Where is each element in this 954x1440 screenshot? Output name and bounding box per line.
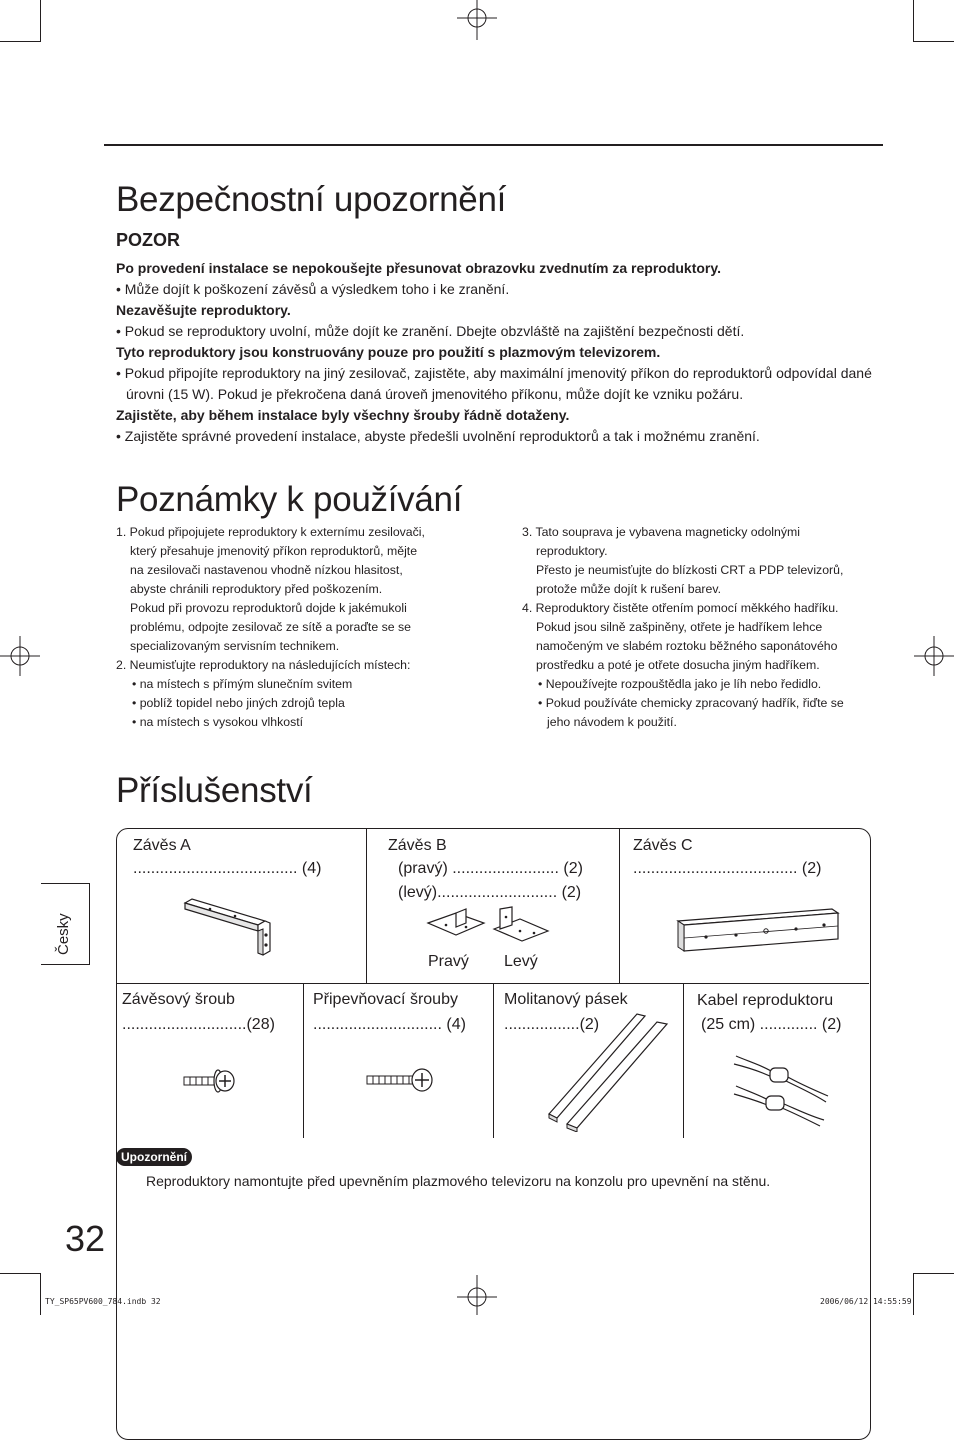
hanger-b-left-caption: Levý bbox=[504, 953, 538, 970]
foam-tape-qty: .................(2) bbox=[504, 1016, 600, 1033]
safety-heading: Bezpečnostní upozornění bbox=[116, 180, 507, 219]
usage-note-line: specializovaným servisním technikem. bbox=[130, 639, 340, 653]
usage-note-line: namočeným ve slabém roztoku běžného saponátového bbox=[536, 639, 838, 653]
hanger-b-left-icon bbox=[490, 905, 552, 947]
foam-tape-label: Molitanový pásek bbox=[504, 991, 628, 1008]
mount-screw-label: Připevňovací šrouby bbox=[313, 991, 458, 1008]
safety-detail: • Zajistěte správné provedení instalace, abyste předešli uvolnění reproduktorů a tak i možnému zranění. bbox=[116, 428, 760, 444]
crop-mark bbox=[913, 0, 914, 42]
caution-text: Reproduktory namontujte před upevněním plazmového televizoru na konzolu pro upevnění na stěnu. bbox=[146, 1173, 771, 1189]
hanger-c-qty: ..................................... (2) bbox=[633, 860, 822, 877]
usage-note-line: Pokud jsou silně zašpiněny, otřete je hadříkem lehce bbox=[536, 620, 823, 634]
usage-note-line: prostředku a poté je otřete dosucha jiným hadříkem. bbox=[536, 658, 820, 672]
usage-note-line: jeho návodem k použití. bbox=[547, 715, 677, 729]
usage-note-line: Přesto je neumisťujte do blízkosti CRT a PDP televizorů, bbox=[536, 563, 844, 577]
hanger-screw-label: Závěsový šroub bbox=[122, 991, 235, 1008]
foam-tape-icon bbox=[545, 1010, 675, 1132]
safety-warning: Po provedení instalace se nepokoušejte přesunovat obrazovku zvednutím za reproduktory. bbox=[116, 260, 722, 276]
usage-note-line: který přesahuje jmenovitý příkon reproduktorů, mějte bbox=[130, 544, 418, 558]
crop-mark bbox=[40, 0, 41, 42]
usage-note-line: • na místech s vysokou vlhkostí bbox=[132, 715, 304, 729]
hanger-a-icon bbox=[180, 895, 275, 957]
crop-mark bbox=[913, 1273, 954, 1274]
registration-mark-icon bbox=[0, 636, 40, 676]
page-number: 32 bbox=[65, 1218, 106, 1259]
safety-warning: Zajistěte, aby během instalace byly všechny šrouby řádně dotaženy. bbox=[116, 407, 570, 423]
hanger-b-right-qty: (pravý) ........................ (2) bbox=[398, 860, 583, 877]
usage-note-line: abyste chránili reproduktory před poškozením. bbox=[130, 582, 383, 596]
crop-mark bbox=[0, 1273, 41, 1274]
usage-note-line: 4. Reproduktory čistěte otřením pomocí měkkého hadříku. bbox=[522, 601, 839, 615]
hanger-c-label: Závěs C bbox=[633, 837, 693, 854]
registration-mark-icon bbox=[914, 636, 954, 676]
usage-note-line: • Nepoužívejte rozpouštědla jako je líh nebo ředidlo. bbox=[538, 677, 822, 691]
hanger-a-qty: ..................................... (4) bbox=[133, 860, 322, 877]
usage-heading: Poznámky k používání bbox=[116, 480, 463, 519]
usage-note-line: reproduktory. bbox=[536, 544, 608, 558]
safety-detail: • Pokud se reproduktory uvolní, může dojít ke zranění. Dbejte obzvláště na zajištění bezpečnosti dětí. bbox=[116, 323, 745, 339]
usage-note-line: 2. Neumisťujte reproduktory na následujících místech: bbox=[116, 658, 411, 672]
registration-mark-icon bbox=[457, 0, 497, 40]
usage-note-line: na zesilovači nastavenou vhodně nízkou hlasitost, bbox=[130, 563, 403, 577]
safety-detail: • Pokud připojíte reproduktory na jiný zesilovač, zajistěte, aby maximální jmenovitý příkon do reproduktorů odpovídal dané úrovni (15 W). Pokud je překročena daná úroveň jmenovitého příkonu, může dojít ke vzniku požáru. bbox=[116, 365, 872, 402]
usage-notes-left bbox=[116, 523, 506, 732]
mount-screw-qty: ............................. (4) bbox=[313, 1016, 466, 1033]
speaker-cable-qty: (25 cm) ............. (2) bbox=[701, 1016, 842, 1033]
table-divider bbox=[619, 829, 620, 983]
table-divider bbox=[303, 984, 304, 1138]
accessories-heading: Příslušenství bbox=[116, 771, 313, 810]
usage-note-line: • poblíž topidel nebo jiných zdrojů tepla bbox=[132, 696, 345, 710]
usage-note-line: protože může dojít k rušení barev. bbox=[536, 582, 721, 596]
crop-mark bbox=[40, 1273, 41, 1315]
table-divider bbox=[683, 984, 684, 1138]
caution-subheading: POZOR bbox=[116, 230, 181, 250]
crop-mark bbox=[913, 1273, 914, 1315]
speaker-cable-icon bbox=[730, 1046, 832, 1128]
safety-list bbox=[116, 258, 876, 447]
hanger-screw-qty: ............................(28) bbox=[122, 1016, 275, 1033]
usage-note-line: • Pokud používáte chemicky zpracovaný hadřík, řiďte se bbox=[538, 696, 844, 710]
mount-screw-icon bbox=[364, 1066, 436, 1094]
header-rule bbox=[104, 144, 883, 146]
speaker-cable-label: Kabel reproduktoru bbox=[697, 992, 834, 1009]
usage-note-line: 3. Tato souprava je vybavena magneticky odolnými bbox=[522, 525, 800, 539]
language-tab-label: Česky bbox=[55, 913, 72, 955]
safety-warning: Tyto reproduktory jsou konstruovány pouze pro použití s plazmovým televizorem. bbox=[116, 344, 661, 360]
hanger-c-icon bbox=[676, 907, 841, 955]
footer-file: TY_SP65PV600_784.indb 32 bbox=[45, 1297, 161, 1306]
hanger-b-right-caption: Pravý bbox=[428, 953, 469, 970]
table-divider bbox=[366, 829, 367, 983]
table-divider bbox=[493, 984, 494, 1138]
hanger-b-right-icon bbox=[426, 905, 488, 945]
caution-badge: Upozornění bbox=[116, 1148, 192, 1166]
usage-note-line: Pokud při provozu reproduktorů dojde k jakémukoli bbox=[130, 601, 407, 615]
hanger-a-label: Závěs A bbox=[133, 837, 191, 854]
safety-detail: • Může dojít k poškození závěsů a výsledkem toho i ke zranění. bbox=[116, 281, 510, 297]
hanger-b-left-qty: (levý)........................... (2) bbox=[398, 884, 582, 901]
hanger-screw-icon bbox=[180, 1066, 240, 1096]
usage-note-line: 1. Pokud připojujete reproduktory k externímu zesilovači, bbox=[116, 525, 425, 539]
safety-warning: Nezavěšujte reproduktory. bbox=[116, 302, 291, 318]
footer-timestamp: 2006/06/12 14:55:59 bbox=[820, 1297, 912, 1306]
crop-mark bbox=[0, 41, 41, 42]
usage-note-line: • na místech s přímým slunečním svitem bbox=[132, 677, 353, 691]
usage-note-line: problému, odpojte zesilovač ze sítě a poraďte se se bbox=[130, 620, 411, 634]
crop-mark bbox=[913, 41, 954, 42]
hanger-b-label: Závěs B bbox=[388, 837, 447, 854]
usage-notes-right bbox=[522, 523, 882, 732]
